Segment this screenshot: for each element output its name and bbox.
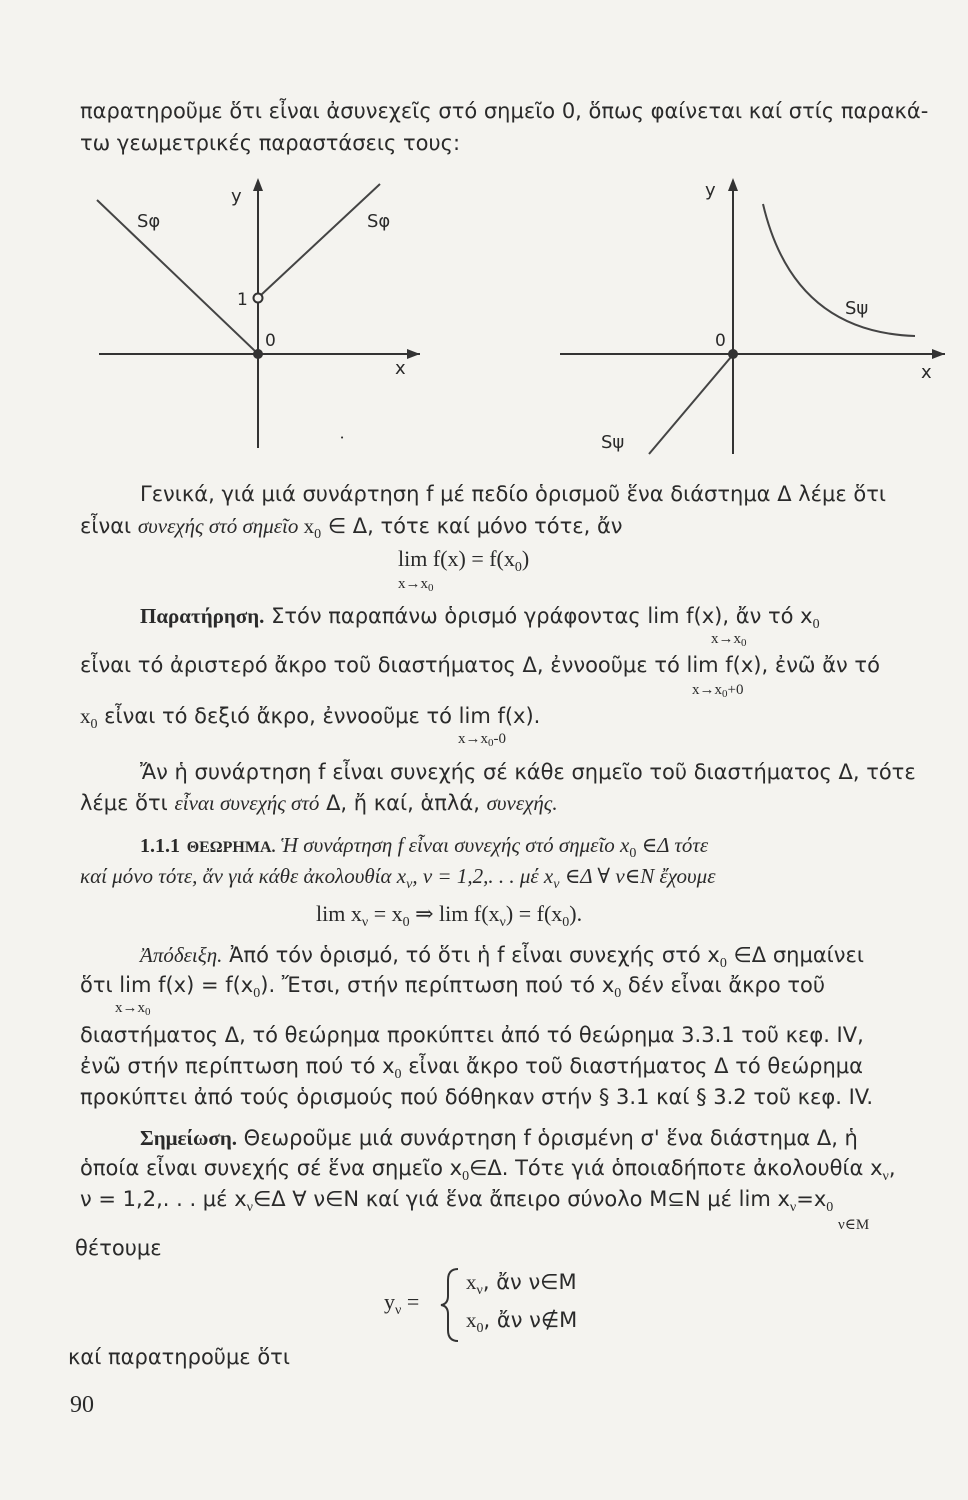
note-line-4: θέτουμε <box>75 1236 162 1260</box>
remark-under-1: $x\to x_0$ <box>711 631 747 649</box>
note-line-5: καί παρατηροῦμε ὅτι <box>68 1345 290 1369</box>
lower-branch <box>649 357 731 454</box>
page-number: 90 <box>70 1392 94 1418</box>
theorem-formula: $\lim x_\nu = x_0$ ⇒ $\lim f(x_\nu) = f(x_0)$. <box>316 901 583 930</box>
remark-line-3: $x_0$ εἶναι τό δεξιό ἄκρο, ἐννοοῦμε τό lim f(x). <box>80 704 541 732</box>
y-axis-arrow-icon <box>728 178 738 191</box>
remark-line-2: εἶναι τό ἀριστερό ἄκρο τοῦ διαστήματος Δ, ἐννοοῦμε τό lim f(x), ἐνῶ ἄν τό <box>80 653 880 677</box>
system-case-1: $x_\nu$, ἄν ν∈M <box>466 1270 577 1298</box>
proof-line-2: ὅτι $\lim f(x) = f(x_0)$. Ἔτσι, στήν περίπτωση πού τό $x_0$ δέν εἶναι ἄκρο τοῦ <box>80 973 826 1001</box>
zero-label: 0 <box>715 331 726 351</box>
open-point <box>254 294 263 303</box>
s-psi-lower-label: Sψ <box>601 432 625 453</box>
theorem-line-1: 1.1.1 ΘΕΩΡΗΜΑ. Ἡ συνάρτηση f εἶναι συνεχής στό σημεῖο $x_0$ ∈Δ τότε <box>140 833 709 861</box>
intro-line-2: τω γεωμετρικές παραστάσεις τους: <box>80 131 461 155</box>
cont-line-2: λέμε ὅτι εἶναι συνεχής στό Δ, ἤ καί, ἁπλά, συνεχής. <box>80 791 558 815</box>
y-label: y <box>231 186 242 207</box>
intro-line-1: παρατηροῦμε ὅτι εἶναι ἀσυνεχεῖς στό σημεῖο 0, ὅπως φαίνεται καί στίς παρακά- <box>80 99 929 123</box>
def-formula: $\lim f(x) = f(x_0)$ <box>398 546 530 575</box>
x-label: x <box>921 362 932 383</box>
proof-line-4: ἐνῶ στήν περίπτωση πού τό $x_0$ εἶναι ἄκρο τοῦ διαστήματος Δ τό θεώρημα <box>80 1054 863 1082</box>
remark-under-2: $x\to x_0+0$ <box>692 682 744 700</box>
system-lhs: $y_\nu$ = <box>384 1289 420 1318</box>
system-brace <box>438 1266 462 1344</box>
def-formula-subscript: $x\to x_0$ <box>398 576 434 594</box>
s-psi-upper-label: Sψ <box>845 298 869 319</box>
y-label: y <box>705 180 716 201</box>
graph-reciprocal-function <box>555 172 950 462</box>
def-line-2: εἶναι συνεχής στό σημεῖο $x_0$ ∈ Δ, τότε καί μόνο τότε, ἄν <box>80 514 623 542</box>
x-axis-arrow-icon <box>932 349 945 359</box>
one-label: 1 <box>237 290 248 310</box>
cont-line-1: Ἄν ἡ συνάρτηση f εἶναι συνεχής σέ κάθε σημεῖο τοῦ διαστήματος Δ, τότε <box>140 760 916 784</box>
proof-under: $x\to x_0$ <box>115 1000 151 1018</box>
right-branch <box>261 184 380 295</box>
remark-under-3: $x\to x_0-0$ <box>458 731 506 749</box>
x-axis-arrow-icon <box>407 349 420 359</box>
system-case-2: $x_0$, ἄν ν∉M <box>466 1308 578 1336</box>
zero-label: 0 <box>265 331 276 351</box>
note-under: ν∈M <box>838 1217 870 1233</box>
proof-line-1: Ἀπόδειξη. Ἀπό τόν ὁρισμό, τό ὅτι ἡ f εἶναι συνεχής στό $x_0$ ∈Δ σημαίνει <box>140 943 864 971</box>
note-line-3: ν = 1,2,. . . μέ $x_\nu\in\Delta$ ∀ ν∈N καί γιά ἕνα ἄπειρο σύνολο M⊆N μέ $\lim x_\nu=x_0$ <box>80 1187 834 1215</box>
proof-line-5: προκύπτει ἀπό τούς ὁρισμούς πού δόθηκαν στήν § 3.1 καί § 3.2 τοῦ κεφ. IV. <box>80 1085 874 1109</box>
y-axis-arrow-icon <box>253 178 263 191</box>
s-phi-left-label: Sφ <box>137 211 161 232</box>
upper-branch <box>763 204 915 336</box>
x-label: x <box>395 358 406 379</box>
note-line-2: ὁποία εἶναι συνεχής σέ ἕνα σημεῖο $x_0\in\Delta$. Τότε γιά ὁποιαδήποτε ἀκολουθία $x_\nu$, <box>80 1156 896 1184</box>
proof-line-3: διαστήματος Δ, τό θεώρημα προκύπτει ἀπό τό θεώρημα 3.3.1 τοῦ κεφ. IV, <box>80 1023 864 1047</box>
remark-line-1: Παρατήρηση. Στόν παραπάνω ὁρισμό γράφοντας lim f(x), ἄν τό $x_0$ <box>140 604 820 632</box>
origin-point <box>728 349 738 359</box>
theorem-line-2: καί μόνο τότε, ἄν γιά κάθε ἀκολουθία $x_\nu$, ν = 1,2,. . . μέ $x_\nu$ ∈Δ ∀ ν∈N ἔχουμε <box>80 864 716 892</box>
note-line-1: Σημείωση. Θεωροῦμε μιά συνάρτηση f ὁρισμένη σ' ἕνα διάστημα Δ, ἡ <box>140 1126 858 1150</box>
s-phi-right-label: Sφ <box>367 211 391 232</box>
graph-sign-function <box>85 172 425 452</box>
def-line-1: Γενικά, γιά μιά συνάρτηση f μέ πεδίο ὁρισμοῦ ἕνα διάστημα Δ λέμε ὅτι <box>140 482 887 506</box>
dot-mark: • <box>340 434 345 442</box>
origin-point <box>253 349 263 359</box>
left-branch <box>97 200 256 352</box>
